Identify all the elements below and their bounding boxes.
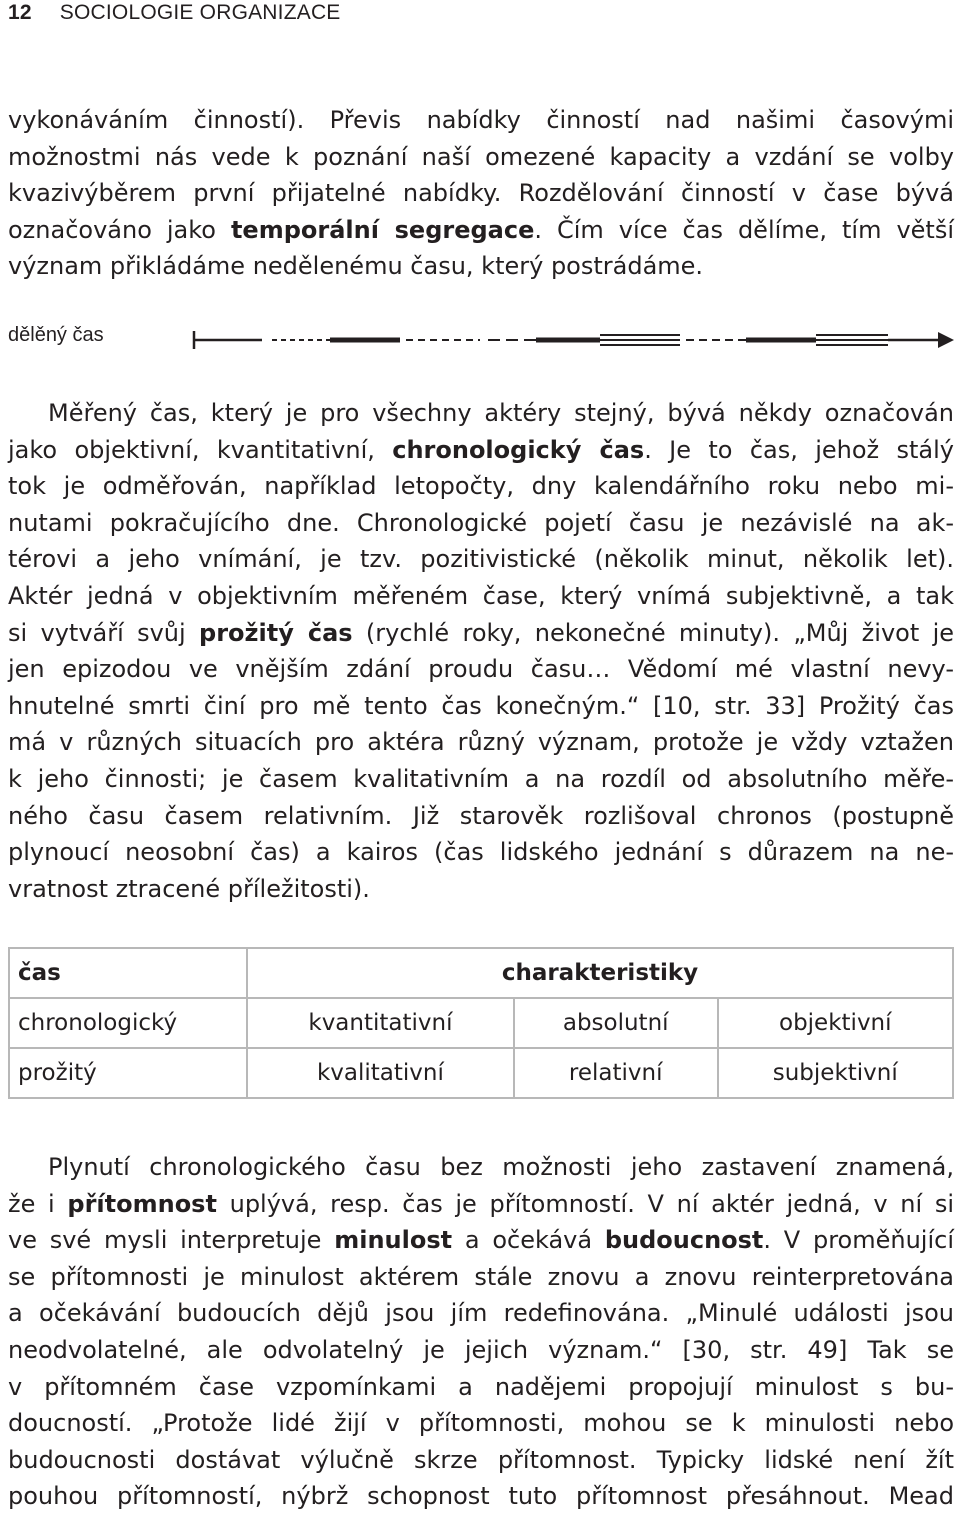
text-line: vratnost ztracené příležitosti). — [8, 874, 370, 903]
text-run: uplývá, resp. čas je přítomností. V ní aktér jedná, v ní si — [216, 1189, 954, 1218]
text-run: (rychlé roky, nekonečné minuty). „Můj život je — [352, 618, 955, 647]
term-chronological-time: chronologický čas — [392, 435, 645, 464]
table-cell: subjektivní — [718, 1048, 953, 1098]
text-run: a očekává — [452, 1226, 605, 1255]
text-line — [8, 432, 954, 469]
header-cell-time: čas — [9, 948, 247, 998]
paragraph-3 — [8, 1149, 954, 1515]
text-line: má v různých situacích pro aktéra různý význam, protože je vždy vztažen — [8, 728, 954, 757]
text-line: význam přikládáme nedělenému času, který postrádáme. — [8, 252, 704, 281]
text-line: se přítomnosti je minulost aktérem stále znovu a znovu reinterpretována — [8, 1262, 954, 1291]
table-cell: kvalitativní — [247, 1048, 514, 1098]
term-present: přítomnost — [67, 1189, 217, 1218]
term-future: budoucnost — [604, 1226, 764, 1255]
text-run: že i — [8, 1189, 68, 1218]
table-cell: objektivní — [718, 998, 953, 1048]
text-run: označováno jako — [8, 215, 231, 244]
text-line: hnutelné smrti činí pro mě tento čas konečným.“ [10, str. 33] Prožitý čas — [8, 691, 954, 720]
paragraph-1 — [8, 102, 954, 285]
running-title: SOCIOLOGIE ORGANIZACE — [59, 1, 341, 24]
text-line: a očekávání budoucích dějů jsou jím redefinována. „Minulé události jsou — [8, 1299, 954, 1328]
text-line: ného času časem relativním. Již starověk rozlišoval chronos (postupně — [8, 801, 954, 830]
divided-time-arrow-diagram — [190, 325, 956, 355]
text-line: kvazivýběrem první přijatelné nabídky. Rozdělování činností v čase bývá — [8, 179, 954, 208]
text-line: nutami pokračujícího dne. Chronologické pojetí času je nezávislé na ak- — [8, 508, 954, 537]
term-past: minulost — [334, 1226, 453, 1255]
text-run: ve své mysli interpretuje — [8, 1226, 335, 1255]
text-line: doucností. „Protože lidé žijí v přítomnosti, mohou se k minulosti nebo — [8, 1409, 954, 1438]
text-line: Plynutí chronologického času bez možnosti jeho zastavení znamená, — [48, 1153, 954, 1181]
text-line: budoucnosti dostávat výlučně skrze přítomnost. Typicky lidské není žít — [8, 1445, 954, 1474]
arrow-head-icon — [938, 332, 954, 348]
text-line: možnostmi nás vede k poznání naší omezené kapacity a vzdání se volby — [8, 142, 954, 171]
table-cell: prožitý — [9, 1048, 247, 1098]
table-cell: kvantitativní — [247, 998, 514, 1048]
text-line: jen epizodou ve vnějším zdání proudu času… Vědomí mé vlastní nevy- — [8, 655, 954, 684]
table-row — [9, 1048, 953, 1098]
diagram-label: dělěný čas — [8, 324, 104, 346]
text-run: . Čím více čas dělíme, tím větší — [534, 215, 954, 244]
text-line — [8, 615, 954, 652]
text-line: pouhou přítomností, nýbrž schopnost tuto přítomnost přesáhnout. Mead — [8, 1482, 954, 1511]
text-line: v přítomném čase vzpomínkami a nadějemi propojují minulost s bu- — [8, 1372, 954, 1401]
text-line: tok je odměřován, například letopočty, dny kalendářního roku nebo mi- — [8, 472, 954, 501]
text-line: plynoucí neosobní čas) a kairos (čas lidského jednání s důrazem na ne- — [8, 838, 954, 867]
term-lived-time: prožitý čas — [199, 618, 353, 647]
table-header-row — [9, 948, 953, 998]
page-number: 12 — [8, 1, 32, 24]
term-temporal-segregation: temporální segregace — [230, 215, 535, 244]
text-line: térovi a jeho vnímání, je tzv. pozitivistické (několik minut, několik let). — [8, 545, 954, 574]
text-run: . V proměňující — [763, 1226, 954, 1255]
text-line — [8, 212, 954, 249]
text-line: vykonáváním činností). Převis nabídky činností nad našimi časovými — [8, 106, 954, 134]
time-characteristics-table — [8, 947, 954, 1099]
table-cell: chronologický — [9, 998, 247, 1048]
text-line: neodvolatelné, ale odvolatelný je jejich význam.“ [30, str. 49] Tak se — [8, 1335, 954, 1364]
text-line: k jeho činnosti; je časem kvalitativním a na rozdíl od absolutního měře- — [8, 764, 954, 793]
table-cell: relativní — [514, 1048, 718, 1098]
text-line — [8, 1186, 954, 1223]
text-run: si vytváří svůj — [8, 618, 200, 647]
text-run: . Je to čas, jehož stálý — [644, 435, 954, 464]
table-cell: absolutní — [514, 998, 718, 1048]
text-line: Měřený čas, který je pro všechny aktéry stejný, bývá někdy označován — [48, 399, 954, 427]
text-run: jako objektivní, kvantitativní, — [8, 435, 393, 464]
running-header — [8, 0, 341, 26]
text-line: Aktér jedná v objektivním měřeném čase, který vnímá subjektivně, a tak — [8, 581, 954, 610]
header-cell-characteristics: charakteristiky — [247, 948, 953, 998]
table-row — [9, 998, 953, 1048]
text-line — [8, 1222, 954, 1259]
paragraph-2 — [8, 395, 954, 907]
